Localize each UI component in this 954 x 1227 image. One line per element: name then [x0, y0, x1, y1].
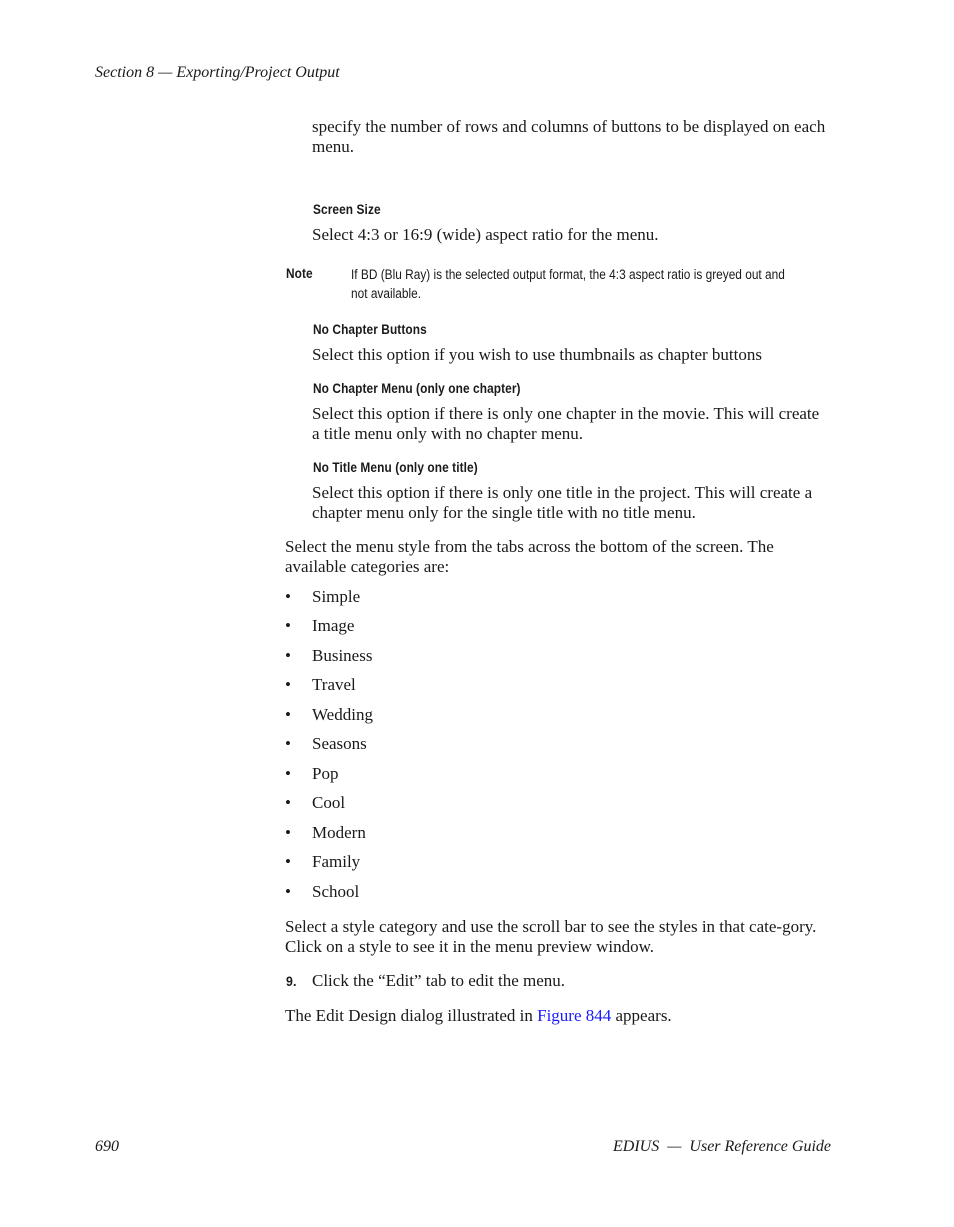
closing-paragraph: The Edit Design dialog illustrated in Figure 844 appears.: [285, 1006, 672, 1025]
no-title-menu-heading: No Title Menu (only one title): [313, 460, 478, 475]
bullet-icon: •: [285, 616, 291, 635]
note-label: Note: [286, 266, 313, 281]
step-text: Click the “Edit” tab to edit the menu.: [312, 971, 566, 990]
screen-size-text: Select 4:3 or 16:9 (wide) aspect ratio for the menu.: [312, 225, 659, 244]
no-chapter-menu-text: Select this option if there is only one chapter in the movie. This will create a title menu only with no chapter menu.: [312, 404, 820, 443]
no-chapter-menu-heading: No Chapter Menu (only one chapter): [313, 381, 521, 396]
screen-size-heading: Screen Size: [313, 202, 381, 217]
bullet-icon: •: [285, 793, 291, 812]
intro-paragraph: specify the number of rows and columns of buttons to be displayed on each menu.: [312, 117, 826, 156]
bullet-icon: •: [285, 823, 291, 842]
style-paragraph: Select a style category and use the scroll bar to see the styles in that cate-gory. Click on a style to see it in the menu preview window.: [285, 917, 817, 956]
bullet-icon: •: [285, 587, 291, 606]
bullet-icon: •: [285, 675, 291, 694]
no-chapter-buttons-heading: No Chapter Buttons: [313, 322, 427, 337]
bullet-icon: •: [285, 734, 291, 753]
no-chapter-buttons-text: Select this option if you wish to use thumbnails as chapter buttons: [312, 345, 762, 364]
step-number: 9.: [286, 973, 297, 989]
no-title-menu-text: Select this option if there is only one title in the project. This will create a chapter menu only for the single title with no title menu.: [312, 483, 813, 522]
bullet-icon: •: [285, 705, 291, 724]
bullet-icon: •: [285, 764, 291, 783]
figure-link[interactable]: Figure 844: [537, 1006, 612, 1025]
page-number: 690: [95, 1138, 119, 1155]
note-text: If BD (Blu Ray) is the selected output format, the 4:3 aspect ratio is greyed out and not available.: [351, 267, 785, 301]
categories-intro: Select the menu style from the tabs across the bottom of the screen. The available categories are:: [285, 537, 774, 576]
bullet-icon: •: [285, 852, 291, 871]
bullet-icon: •: [285, 882, 291, 901]
bullet-icon: •: [285, 646, 291, 665]
running-header: Section 8 — Exporting/Project Output: [95, 64, 340, 81]
footer-guide-title: EDIUS — User Reference Guide: [612, 1138, 831, 1155]
